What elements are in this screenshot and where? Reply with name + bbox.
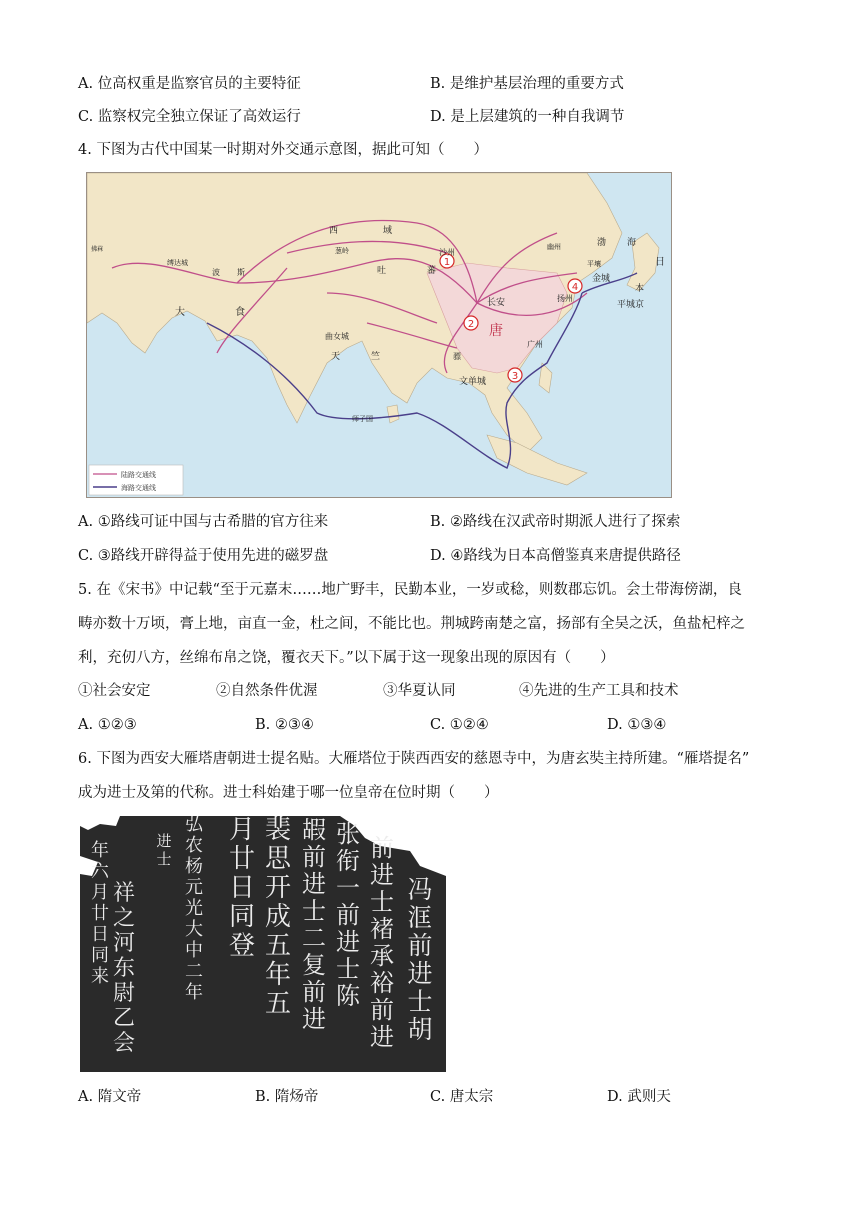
- label-pingcheng: 平城京: [617, 300, 645, 310]
- stele-column: 年六月廿日同来: [91, 840, 109, 987]
- legend-sea: 海路交通线: [121, 484, 156, 492]
- stele-column: 张衔一前进士陈: [336, 820, 360, 1010]
- stele-column: 裴思开成五年五: [264, 816, 292, 1019]
- q4-option-b: B. ②路线在汉武帝时期派人进行了探索: [430, 514, 681, 530]
- q6-option-b: B. 隋炀帝: [255, 1089, 319, 1105]
- map-legend: [89, 465, 183, 495]
- label-tianzhu-a: 天: [331, 352, 341, 362]
- marker-2: 2: [467, 319, 475, 330]
- label-qunv: 曲女城: [325, 332, 349, 341]
- q3-option-b: B. 是维护基层治理的重要方式: [430, 76, 624, 92]
- stele-column: 进士: [156, 832, 172, 868]
- q3-option-a: A. 位高权重是监察官员的主要特征: [78, 76, 301, 92]
- label-ri: 日: [655, 257, 665, 268]
- label-guangzhou: 广州: [527, 340, 543, 349]
- label-dashi-a: 大: [175, 307, 185, 318]
- stele-column: 弘农杨元光大中二年: [185, 816, 203, 1003]
- q5-item-1: ①社会安定: [78, 683, 151, 699]
- label-bosi-a: 波: [212, 268, 220, 277]
- q3-option-d: D. 是上层建筑的一种自我调节: [430, 109, 625, 125]
- q6-line-1: 6. 下图为西安大雁塔唐朝进士提名贴。大雁塔位于陕西西安的慈恩寺中，为唐玄奘主持所建。“雁塔提名”: [78, 751, 750, 767]
- q6-line-2: 成为进士及第的代称。进士科始建于哪一位皇帝在位时期（ ）: [78, 785, 499, 801]
- stele-column: 前进士褚承裕前进: [370, 834, 394, 1051]
- q4-option-c: C. ③路线开辟得益于使用先进的磁罗盘: [78, 548, 329, 564]
- q3-option-c: C. 监察权完全独立保证了高效运行: [78, 109, 301, 125]
- q5-option-c: C. ①②④: [430, 717, 489, 733]
- label-bohai-a: 渤: [597, 238, 607, 248]
- q5-option-b: B. ②③④: [255, 717, 314, 733]
- label-dashi-b: 食: [235, 307, 245, 318]
- q5-line-3: 利，充仞八方，丝绵布帛之饶，覆衣天下。”以下属于这一现象出现的原因有（ ）: [78, 650, 615, 666]
- label-baida: 缚达城: [167, 259, 188, 267]
- label-tubo-a: 吐: [377, 266, 387, 276]
- label-fulin: 拂菻: [91, 246, 104, 253]
- stele-column: 嘏前进士二复前进: [302, 816, 326, 1033]
- stele-column: 冯洭前进士胡: [407, 875, 433, 1044]
- stele-rubbing: [80, 816, 446, 1072]
- label-youzhou: 幽州: [547, 243, 561, 251]
- label-yangzhou: 扬州: [557, 294, 573, 303]
- label-shizi: 师子国: [352, 415, 373, 423]
- q5-line-1: 5. 在《宋书》中记载“至于元嘉末……地广野丰，民勤本业，一岁或稔，则数郡忘饥。会土带海傍湖，良: [78, 582, 742, 598]
- label-cheng: 域: [383, 226, 393, 236]
- q5-item-3: ③华夏认同: [383, 683, 456, 699]
- q6-option-a: A. 隋文帝: [78, 1089, 142, 1105]
- label-tang: 唐: [489, 323, 503, 339]
- q4-option-a: A. ①路线可证中国与古希腊的官方往来: [78, 514, 329, 530]
- label-shazhou: 沙州: [439, 248, 455, 257]
- label-ben: 本: [635, 284, 645, 294]
- q6-option-d: D. 武则天: [607, 1089, 671, 1105]
- label-tubo-b: 蕃: [427, 266, 437, 276]
- label-pianzhou: 骠: [453, 352, 461, 361]
- q4-stem: 4. 下图为古代中国某一时期对外交通示意图，据此可知（ ）: [78, 142, 488, 158]
- q4-option-d: D. ④路线为日本高僧鉴真来唐提供路径: [430, 548, 681, 564]
- q5-option-a: A. ①②③: [78, 717, 137, 733]
- label-tianzhu-b: 竺: [371, 352, 381, 362]
- route-map: [86, 172, 672, 498]
- label-conglin: 葱岭: [335, 247, 349, 255]
- legend-land: 陆路交通线: [121, 471, 156, 479]
- stele-column: 月廿日同登: [228, 816, 256, 961]
- label-changan: 长安: [487, 298, 506, 308]
- marker-1: 1: [443, 257, 451, 268]
- q6-option-c: C. 唐太宗: [430, 1089, 494, 1105]
- marker-4: 4: [571, 282, 579, 293]
- marker-3: 3: [511, 371, 519, 382]
- q5-item-4: ④先进的生产工具和技术: [519, 683, 679, 699]
- label-jincheng: 金城: [592, 274, 611, 284]
- label-bohai-b: 海: [627, 238, 637, 248]
- label-pingrang: 平壤: [587, 260, 601, 268]
- label-bosi-b: 斯: [237, 268, 245, 277]
- q5-line-2: 畴亦数十万顷，膏上地，亩直一金，杜之间，不能比也。荆城跨南楚之富，扬部有全吴之沃，鱼盐杞梓之: [78, 616, 745, 632]
- q5-item-2: ②自然条件优渥: [216, 683, 318, 699]
- label-wendan: 文单城: [459, 377, 487, 387]
- label-xi: 西: [329, 226, 339, 236]
- stele-column: 祥之河东尉乙会: [112, 881, 136, 1056]
- q5-option-d: D. ①③④: [607, 717, 667, 733]
